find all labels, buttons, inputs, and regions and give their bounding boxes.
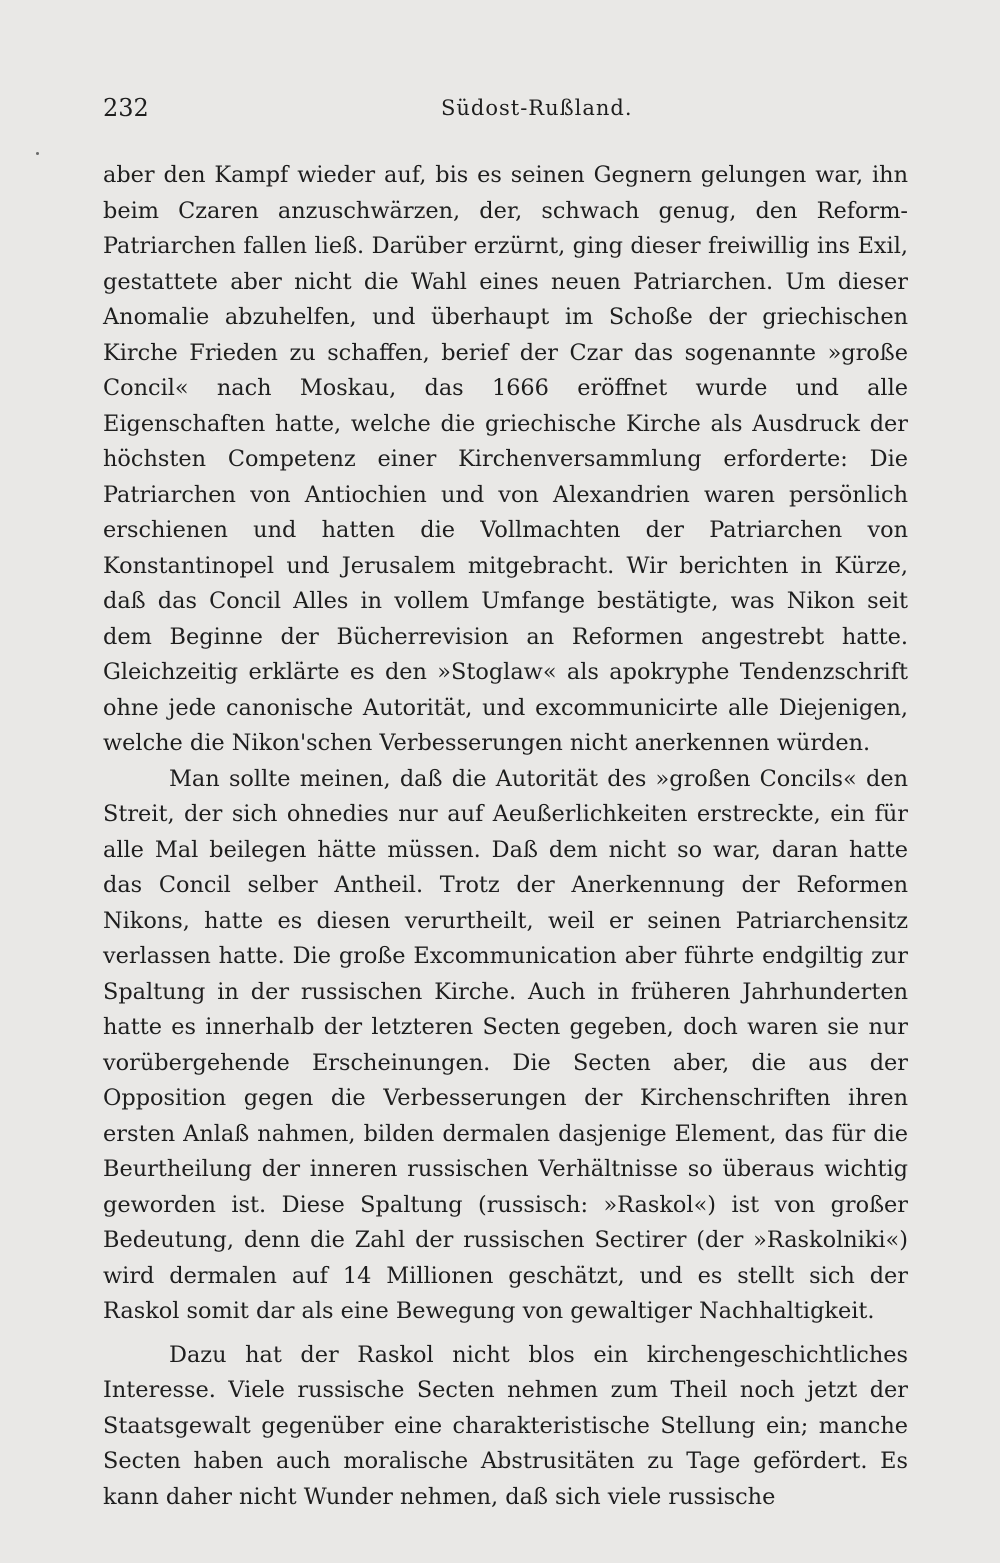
- paragraph-1: aber den Kampf wieder auf, bis es seinen Gegnern gelungen war, ihn beim Czaren anzuschwärzen, der, schwach genug, den Reform-Patriarchen fallen ließ. Darüber erzürnt, ging dieser freiwillig ins Exil, gestattete aber nicht die Wahl eines neuen Patriarchen. Um dieser Anomalie abzuhelfen, und überhaupt im Schoße der griechischen Kirche Frieden zu schaffen, berief der Czar das sogenannte »große Concil« nach Moskau, das 1666 eröffnet wurde und alle Eigenschaften hatte, welche die griechische Kirche als Ausdruck der höchsten Competenz einer Kirchenversammlung erforderte: Die Patriarchen von Antiochien und von Alexandrien waren persönlich erschienen und hatten die Vollmachten der Patriarchen von Konstantinopel und Jerusalem mitgebracht. Wir berichten in Kürze, daß das Concil Alles in vollem Umfange bestätigte, was Nikon seit dem Beginne der Bücherrevision an Reformen angestrebt hatte. Gleichzeitig erklärte es den »Stoglaw« als apokryphe Tendenzschrift ohne jede canonische Autorität, und excommunicirte alle Diejenigen, welche die Nikon'schen Verbesserungen nicht anerkennen würden.: [103, 162, 908, 756]
- body-text: [103, 158, 908, 1515]
- paragraph-3: Dazu hat der Raskol nicht blos ein kirchengeschichtliches Interesse. Viele russische Secten nehmen zum Theil noch jetzt der Staatsgewalt gegenüber eine charakteristische Stellung ein; manche Secten haben auch moralische Abstrusitäten zu Tage gefördert. Es kann daher nicht Wunder nehmen, daß sich viele russische: [103, 1341, 908, 1510]
- paragraph-2: Man sollte meinen, daß die Autorität des »großen Concils« den Streit, der sich ohnedies nur auf Aeußerlichkeiten erstreckte, ein für alle Mal beilegen hätte müssen. Daß dem nicht so war, daran hatte das Concil selber Antheil. Trotz der Anerkennung der Reformen Nikons, hatte es diesen verurtheilt, weil er seinen Patriarchensitz verlassen hatte. Die große Excommunication aber führte endgiltig zur Spaltung in der russischen Kirche. Auch in früheren Jahrhunderten hatte es innerhalb der letzteren Secten gegeben, doch waren sie nur vorübergehende Erscheinungen. Die Secten aber, die aus der Opposition gegen die Verbesserungen der Kirchenschriften ihren ersten Anlaß nahmen, bilden dermalen dasjenige Element, das für die Beurtheilung der inneren russischen Verhältnisse so überaus wichtig geworden ist. Diese Spaltung (russisch: »Raskol«) ist von großer Bedeutung, denn die Zahl der russischen Sectirer (der »Raskolniki«) wird dermalen auf 14 Millionen geschätzt, und es stellt sich der Raskol somit dar als eine Bewegung von gewaltiger Nachhaltigkeit.: [103, 765, 908, 1324]
- page-number: 232: [103, 94, 149, 122]
- page-speck: [36, 152, 39, 155]
- page-header: [103, 94, 908, 130]
- running-head: Südost-Rußland.: [441, 96, 633, 120]
